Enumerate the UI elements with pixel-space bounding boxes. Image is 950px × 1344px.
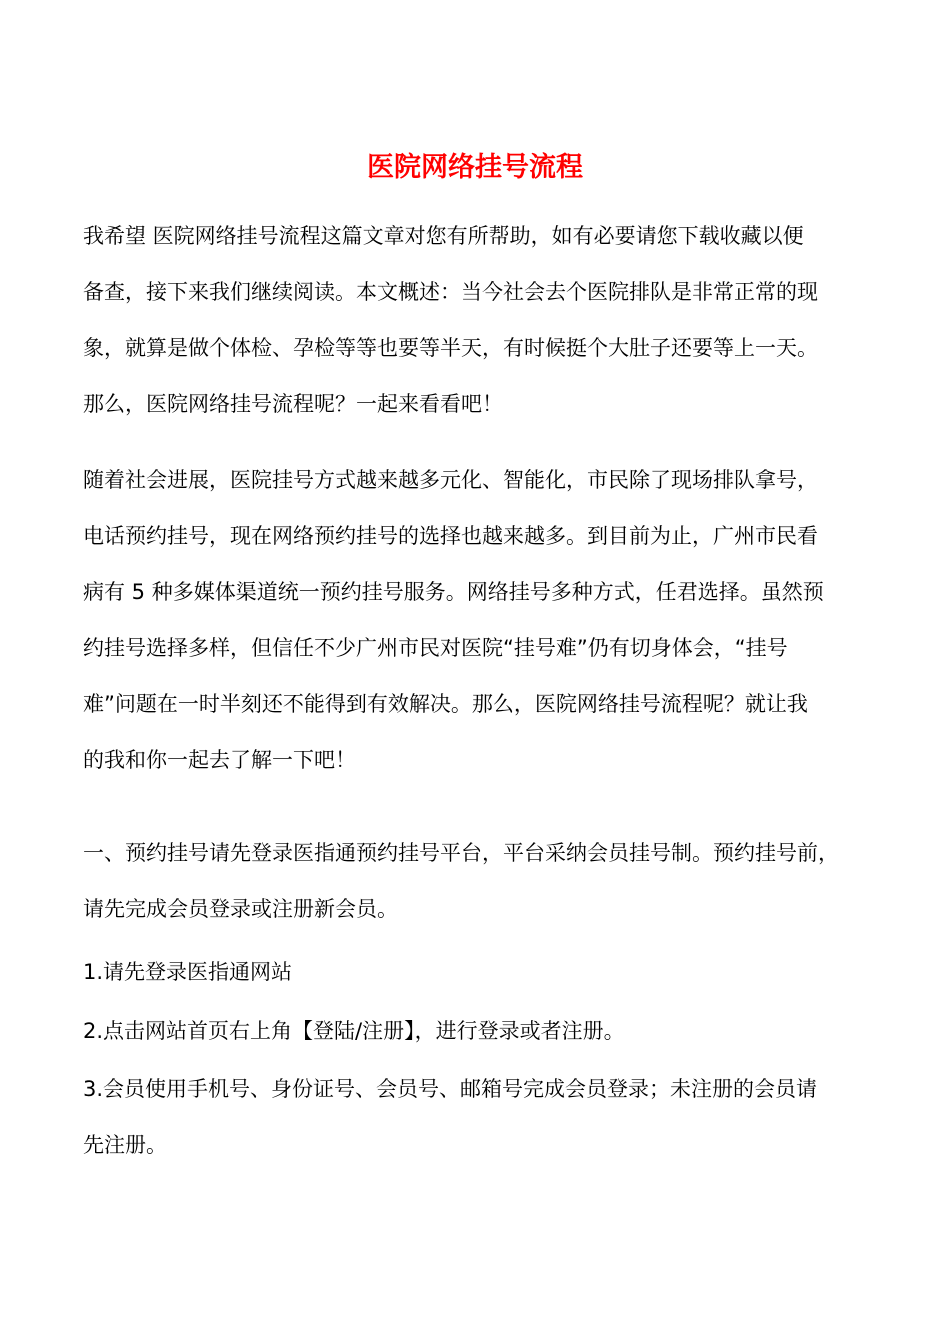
paragraph-line: 2.点击网站首页右上角【登陆/注册】，进行登录或者注册。 — [83, 1019, 625, 1043]
step-one-paragraph — [83, 825, 873, 937]
paragraph-line: 那么，医院网络挂号流程呢？一起来看看吧！ — [83, 392, 503, 416]
background-paragraph — [83, 452, 873, 788]
paragraph-line: 先注册。 — [83, 1133, 167, 1157]
paragraph-line: 备查，接下来我们继续阅读。本文概述：当今社会去个医院排队是非常正常的现 — [83, 280, 818, 304]
paragraph-line: 难”问题在一时半刻还不能得到有效解决。那么，医院网络挂号流程呢？就让我 — [83, 692, 808, 716]
paragraph-line: 象，就算是做个体检、孕检等等也要等半天，有时候挺个大肚子还要等上一天。 — [83, 336, 818, 360]
paragraph-line: 电话预约挂号，现在网络预约挂号的选择也越来越多。到目前为止，广州市民看 — [83, 524, 818, 548]
paragraph-line: 的我和你一起去了解一下吧！ — [83, 748, 356, 772]
paragraph-line: 约挂号选择多样，但信任不少广州市民对医院“挂号难”仍有切身体会，“挂号 — [83, 636, 788, 660]
list-item-2 — [83, 1003, 873, 1059]
intro-paragraph — [83, 208, 873, 432]
list-item-1 — [83, 944, 873, 1000]
paragraph-line: 3.会员使用手机号、身份证号、会员号、邮箱号完成会员登录；未注册的会员请 — [83, 1077, 818, 1101]
paragraph-line: 一、预约挂号请先登录医指通预约挂号平台，平台采纳会员挂号制。预约挂号前， — [83, 841, 839, 865]
paragraph-line: 随着社会进展，医院挂号方式越来越多元化、智能化，市民除了现场排队拿号， — [83, 468, 818, 492]
paragraph-line: 我希望 医院网络挂号流程这篇文章对您有所帮助，如有必要请您下载收藏以便 — [83, 224, 804, 248]
paragraph-line: 病有 5 种多媒体渠道统一预约挂号服务。网络挂号多种方式，任君选择。虽然预 — [83, 580, 824, 604]
paragraph-line: 1.请先登录医指通网站 — [83, 960, 293, 984]
paragraph-line: 请先完成会员登录或注册新会员。 — [83, 897, 398, 921]
page-title: 医院网络挂号流程 — [367, 152, 583, 184]
list-item-3 — [83, 1061, 873, 1173]
